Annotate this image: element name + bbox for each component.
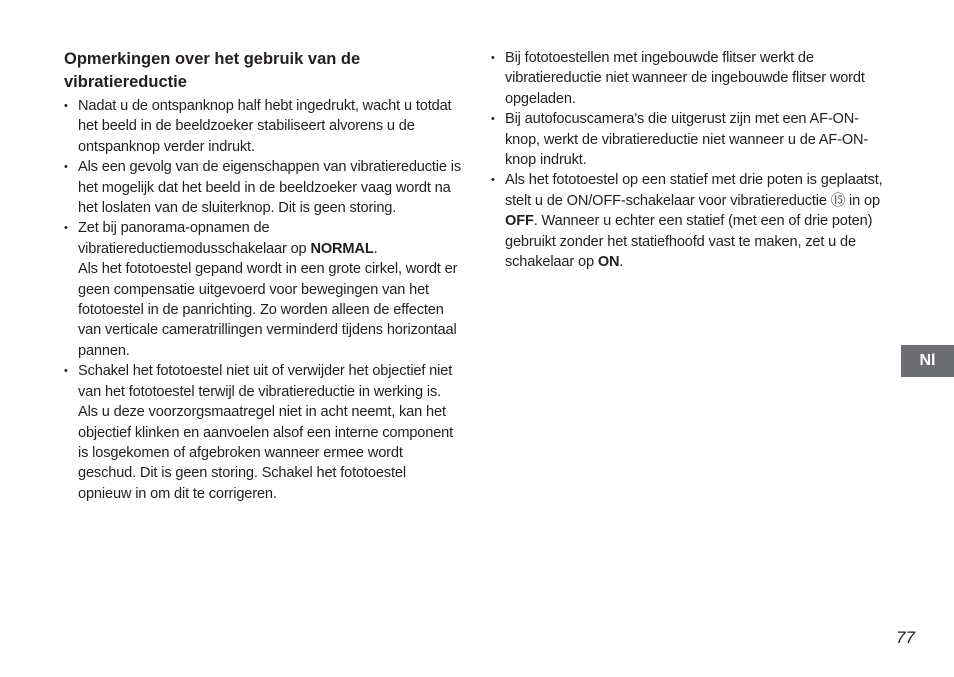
list-item: • Schakel het fototoestel niet uit of verwijder het objectief niet van het fototoestel terwijl de vibratiereductie in werking is. Als u deze voorzorgsmaatregel niet in acht neemt, kan het objectief klinken en aanvoelen alsof een interne component is losgekomen of afgebroken wanneer ermee wordt geschud. Dit is geen storing. Schakel het fototoestel opnieuw in om dit te corrigeren. (64, 361, 462, 504)
list-item: • Nadat u de ontspanknop half hebt ingedrukt, wacht u totdat het beeld in de beeldzoeker stabiliseert alvorens u de ontspanknop verder indrukt. (64, 96, 462, 157)
list-item: • Zet bij panorama-opnamen de vibratiereductiemodusschakelaar op NORMAL. Als het fototoestel gepand wordt in een grote cirkel, wordt er geen compensatie uitgevoerd voor bewegingen van het fototoestel in de panrichting. Zo worden alleen de effecten van verticale cameratrillingen verminderd tijdens horizontaal pannen. (64, 218, 462, 361)
list-item: • Als een gevolg van de eigenschappen van vibratiereductie is het mogelijk dat het beeld in de beeldzoeker vaag wordt na het loslaten van de sluiterknop. Dit is geen storing. (64, 157, 462, 218)
list-item-continuation: Als het fototoestel gepand wordt in een grote cirkel, wordt er geen compensatie uitgevoerd voor bewegingen van het fototoestel in de panrichting. Zo worden alleen de effecten van verticale cameratrillingen verminderd tijdens horizontaal pannen. (78, 261, 458, 359)
right-column (491, 48, 891, 272)
on-setting-label: ON (597, 254, 620, 271)
off-setting-label: OFF (505, 213, 534, 230)
normal-setting-label: NORMAL (310, 240, 374, 257)
list-item: • Bij fototoestellen met ingebouwde flitser werkt de vibratiereductie niet wanneer de ingebouwde flitser wordt opgeladen. (491, 48, 891, 109)
page-number: 77 (896, 628, 915, 647)
language-tab: Nl (901, 345, 954, 377)
left-bullet-list (64, 96, 462, 504)
right-bullet-list (491, 48, 891, 272)
list-item: • Als het fototoestel op een statief met drie poten is geplaatst, stelt u de ON/OFF-schakelaar voor vibratiereductie ⑮ in op OFF. Wanneer u echter een statief (met een of drie poten) gebruikt zonder het statiefhoofd vast te maken, zet u de schakelaar op ON. (491, 170, 891, 272)
section-heading: Opmerkingen over het gebruik van de vibratiereductie (64, 50, 361, 91)
list-item: • Bij autofocuscamera's die uitgerust zijn met een AF-ON-knop, werkt de vibratiereductie niet wanneer u de AF-ON-knop indrukt. (491, 109, 891, 170)
left-column (64, 48, 462, 504)
